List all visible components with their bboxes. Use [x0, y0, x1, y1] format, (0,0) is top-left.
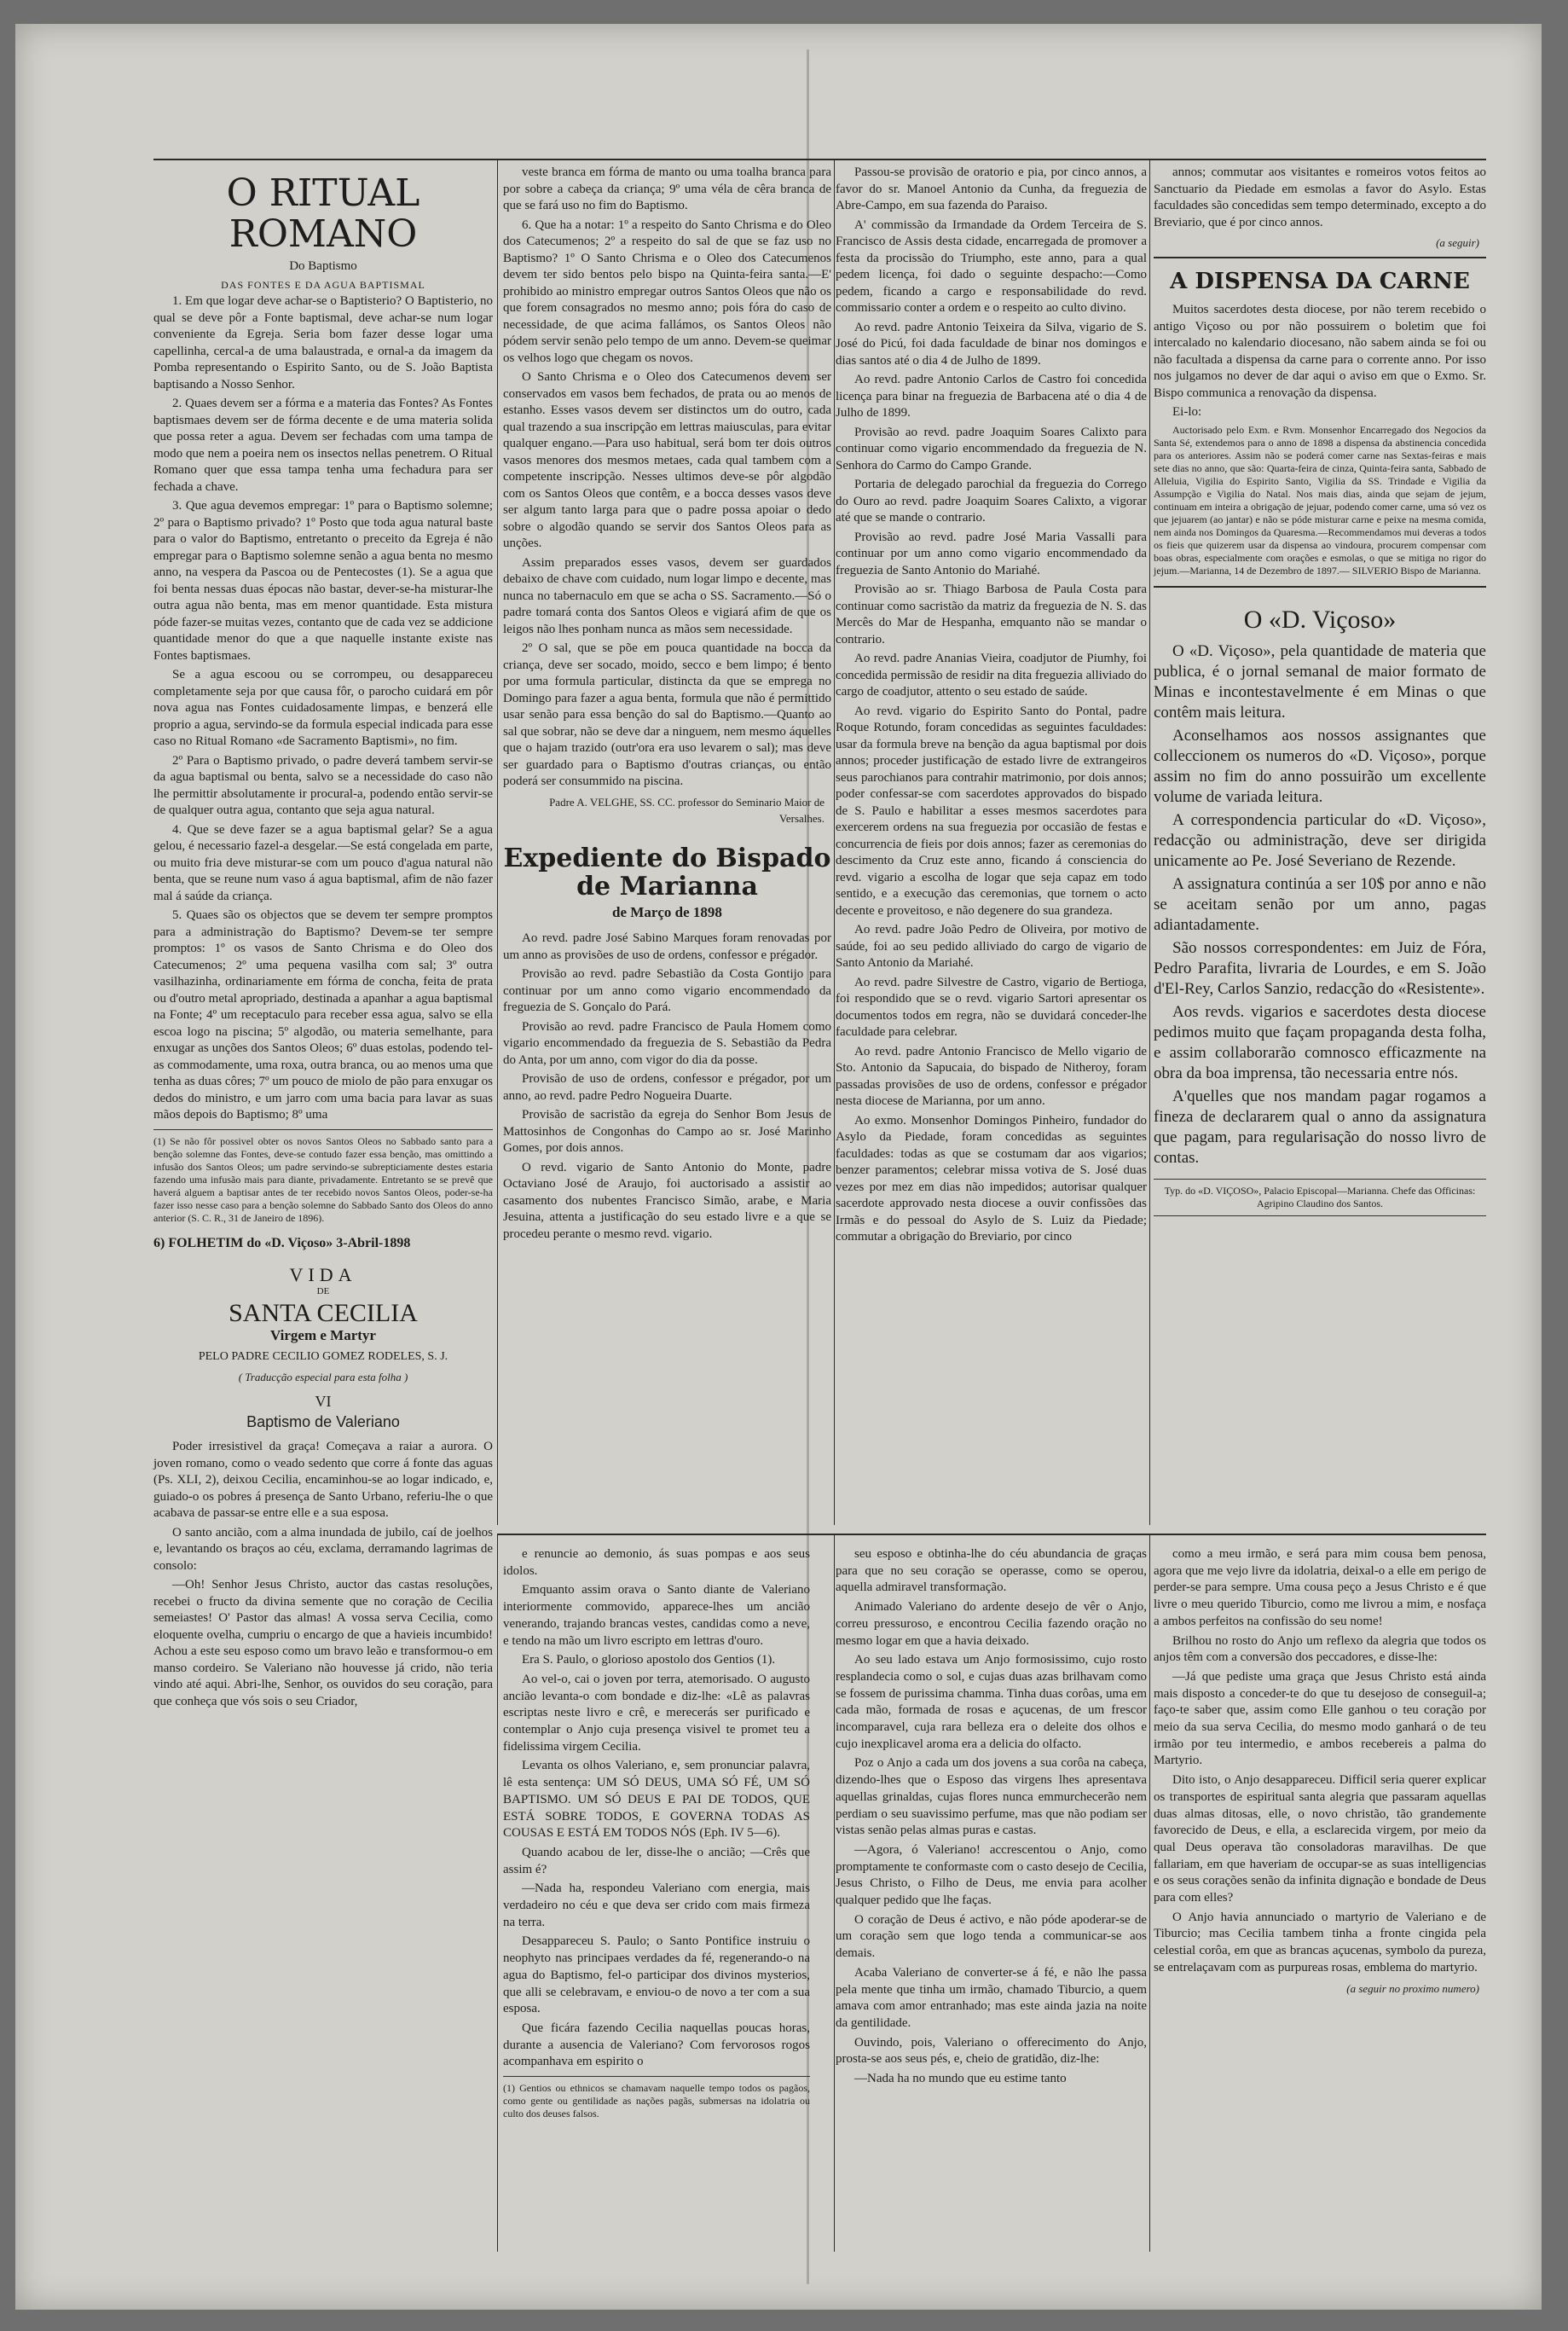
paragraph: Muitos sacerdotes desta diocese, por não terem recebido o antigo Viçoso ou por não possuirem o boletim que foi intercalado no kalendario diocesano, não sabem ainda se foi ou não facultada a dispensa da carne para o corrente anno. Por isso nos julgamos no dever de dar aqui o aviso em que o Exmo. Sr. Bispo communica a renovação da dispensa.: [1154, 303, 1486, 400]
newspaper-page: [15, 24, 1542, 2310]
paragraph: 2º Para o Baptismo privado, o padre deverá tambem servir-se da agua baptismal ou benta, salvo se a necessidade do caso não lhe permittir absolutamente ir procural-a, podendo então servir-se de qualquer outra agua, contanto que seja agua natural.: [153, 753, 493, 817]
story-paragraph: Que ficára fazendo Cecilia naquellas poucas horas, durante a ausencia de Valeriano? Com fervorosos rogos acompanhava em espirito o: [503, 2021, 810, 2069]
paragraph: A' commissão da Irmandade da Ordem Terceira de S. Francisco de Assis desta cidade, encarregada de promover a festa da procissão do Triumpho, este anno, para a qual pedem licença, foi dado o seguinte despacho:—Como pedem, ficando a cargo e responsabilidade do revd. commissario conter a ordem e o respeito ao culto divino.: [836, 217, 1147, 315]
column-separator: [834, 1535, 835, 2252]
story-paragraph: Era S. Paulo, o glorioso apostolo dos Gentios (1).: [522, 1653, 776, 1667]
story-paragraph: Dito isto, o Anjo desappareceu. Difficil seria querer explicar os transportes de espiritual santa alegria que passaram aquellas duas almas ditosas, elle, o novo christão, tão grandemente favorecido de Deus, e ella, a esclarecida virgem, por meio da qual Deus operava tão consoladoras maravilhas. De que fallariam, em que haveriam de occupar-se as suas intelligencias e os seus corações senão da infinita dignação e bondade de Deus para com elles?: [1154, 1773, 1486, 1905]
paragraph: 2. Quaes devem ser a fórma e a materia das Fontes? As Fontes baptismaes devem ser de fórma decente e de uma materia solida que possa reter a agua. Devem ser fechadas com uma tampa de modo que nem a poeira nem os insectos nellas penetrem. O Ritual Romano quer que essa tampa tenha uma fechadura para ser fechada a chave.: [153, 397, 493, 494]
vicoso-paragraph: Aconselhamos aos nossos assignantes que colleccionem os numeros do «D. Viçoso», porque assim no fim do anno possuirão um excellente volume de variada leitura.: [1154, 727, 1486, 806]
article-title: O RITUAL ROMANO: [226, 171, 420, 256]
story-paragraph: e renuncie ao demonio, ás suas pompas e aos seus idolos.: [503, 1547, 810, 1578]
footnote: (1) Gentios ou ethnicos se chamavam naquelle tempo todos os pagãos, como gente ou gentilidade as nações pagãs, submersas na idolatria ou culto dos deuses falsos.: [503, 2076, 810, 2120]
paragraph: Se a agua escoou ou se corrompeu, ou desappareceu completamente seja por que causa fôr, o parocho cuidará em pôr nova agua nas Fontes cuidadosamente limpas, e benzerá elle proprio a agua, servindo-se da formula especial indicada para esse caso no Ritual Romano «de Sacramento Baptismi», no fim.: [153, 668, 493, 748]
story-paragraph: Poder irresistivel da graça! Começava a raiar a aurora. O joven romano, como o veado sedento que corre á fonte das aguas (Ps. XLI, 2), deixou Cecilia, encaminhou-se ao logar indicado, e, guiado-o os pobres á presença de Santo Urbano, referiu-lhe o que acabava de passar-se entre elle e a sua esposa.: [153, 1440, 493, 1520]
story-paragraph: Emquanto assim orava o Santo diante de Valeriano interiormente commovido, apparece-lhes um ancião venerando, trajando brancas vestes, candidas como a neve, e tendo na mão um livro escripto em lettras d'ouro.: [503, 1583, 810, 1648]
paragraph: Ao revd. padre Silvestre de Castro, vigario de Bertioga, foi respondido que se o revd. vigario Sartori apresentar os documentos todos em regra, não se duvidará conceder-lhe faculdade para celebrar.: [836, 975, 1147, 1039]
continue-note: (a seguir no proximo numero): [1346, 1981, 1479, 1995]
paragraph: O revd. vigario de Santo Antonio do Monte, padre Octaviano José de Araujo, foi auctorisado a assistir ao casamento dos nubentes Francisco Simão, arabe, e Maria Jesuina, attenta a justificação do seu estado livre e a que se procedeu perante o mesmo revd. vigario.: [503, 1160, 831, 1241]
de-heading: DE: [316, 1285, 330, 1296]
paragraph: Provisão de sacristão da egreja do Senhor Bom Jesus de Mattosinhos de Congonhas do Campo ao sr. José Marinho Gomes, por dois annos.: [503, 1108, 831, 1155]
story-paragraph: —Oh! Senhor Jesus Christo, auctor das castas resoluções, recebei o fructo da divina semente que no coração de Cecilia semeiastes! O' Pastor das almas! A vossa serva Cecilia, como eloquente ovelha, cumpriu o encargo de que a havieis incumbido! Achou a este seu esposo como um bravo leão e transformou-o em manso cordeiro. Se Valeriano não houvesse já crido, não teria vindo até aqui. Abri-lhe, Senhor, os ouvidos do seu coração, para que conheça que vós sois o seu Criador,: [153, 1578, 493, 1708]
paragraph: Provisão ao sr. Thiago Barbosa de Paula Costa para continuar como sacristão da matriz da freguezia de N. S. das Mercês do Mar de Hespanha, emquanto não se mandar o contrario.: [836, 583, 1147, 647]
paragraph: Ao revd. padre Ananias Vieira, coadjutor de Piumhy, foi concedida permissão de residir na dita freguezia alliviado do cargo de coadjutor, attento o seu estado de saúde.: [836, 652, 1147, 699]
vida-heading: VIDA: [289, 1264, 357, 1285]
story-paragraph: O santo ancião, com a alma inundada de jubilo, caí de joelhos e, levantando os braços ao céu, exclama, derramando lagrimas de consolo:: [153, 1525, 493, 1573]
vicoso-paragraph: A'quelles que nos mandam pagar rogamos a fineza de declararem qual o anno da assignatura que pagam, para regularisação do nosso livro de contas.: [1154, 1087, 1486, 1167]
column-three: [836, 165, 1147, 1249]
paragraph: Ao revd. padre João Pedro de Oliveira, por motivo de saúde, foi ao seu pedido alliviado do cargo de vigario de Santo Antonio da Mariahé.: [836, 923, 1147, 970]
paragraph: 1. Em que logar deve achar-se o Baptisterio? O Baptisterio, no qual se deve pôr a Fonte baptismal, deve achar-se num logar conveniente da Egreja. Seria bom fazer desse logar uma capellinha, cercal-a de uma balaustrada, e ornal-a da imagem da Pomba representando o Espirito Santo, ou de S. João Baptista baptisando a Nosso Senhor.: [153, 294, 493, 391]
seguir-note: (a seguir): [1436, 236, 1479, 249]
folhetim-column-two: [503, 1546, 810, 2120]
paragraph: Provisão ao revd. padre Joaquim Soares Calixto para continuar como vigario encommendado da freguezia de N. Senhora do Carmo do Campo Grande.: [836, 425, 1147, 473]
santa-cecilia-title: SANTA CECILIA: [229, 1299, 418, 1327]
paragraph: 5. Quaes são os objectos que se devem ter sempre promptos para a administração do Baptismo? Devem-se ter sempre promptos: 1º os vasos de Santo Chrisma e do Oleo dos Catecumenos; 2º uma pequena vasilha com sal; 3º outra vasilhazinha, ordinariamente em fórma de concha, feita de prata ou d'outro metal apropriado, destinada a apanhar a agua baptismal na Fonte; 4º um receptaculo para receber essa agua, salvo se ella escoa logo na piscina; 5º algodão, ou materia semelhante, para enxugar as unções dos Santos Oleos; 6º duas estolas, podendo tel-as commodamente, uma roxa, outra branca, ou ao menos uma que tenha as duas côres; 7º um pouco de miolo de pão para enxugar os dedos do ministro, e um jarro com uma bacia para lavar as suas mãos depois do Baptismo; 8º uma: [153, 908, 493, 1122]
article-subtitle: Do Baptismo: [289, 259, 357, 273]
paragraph: annos; commutar aos visitantes e romeiros votos feitos ao Sanctuario da Piedade em esmolas a favor do Asylo. Estas faculdades são concedidas sem tempo determinado, excepto a do Breviario, que é por cinco annos.: [1154, 165, 1486, 229]
column-separator: [834, 160, 835, 1525]
paragraph: Portaria de delegado parochial da freguezia do Corrego do Ouro ao revd. padre Joaquim Soares Calixto, a vigorar até que se mande o contrario.: [836, 478, 1147, 525]
story-paragraph: —Já que pediste uma graça que Jesus Christo está ainda mais disposto a conceder-te do que tu desejoso de conseguil-a; faço-te saber que, assim como Elle ganhou o teu coração por meio da sua serva Cecilia, do mesmo modo ganhará o de teu irmão por teu intermedio, e ambos recebereis a palma do Martyrio.: [1154, 1669, 1486, 1768]
paragraph: O Santo Chrisma e o Oleo dos Catecumenos devem ser conservados em vasos bem fechados, de prata ou ao menos de estanho. Esses vasos devem ser distinctos um do outro, cada qual trazendo a sua inscripção em lettras maiusculas, para evitar qualquer engano.—Para uso habitual, será bom ter dois outros vasos menores dos mesmos metaes, cada qual tambem com a competente inscripção. Nesses ultimos deve-se pôr algodão com os Santos Oleos que contêm, e a bocca desses vasos deve ser algum tanto larga para que o padre possa apoiar o dedo sobre o algodão quando se servir dos Santos Oleos para as unções.: [503, 370, 831, 550]
column-ritual-romano: [153, 165, 493, 1713]
story-paragraph: O Anjo havia annunciado o martyrio de Valeriano e de Tiburcio; mas Cecilia tambem tinha a fronte cingida pela celestial corôa, em que as brancas açucenas, symbolo da pureza, se entrelaçavam com as purpureas rosas, emblema do martyrio.: [1154, 1910, 1486, 1974]
author-line: PELO PADRE CECILIO GOMEZ RODELES, S. J.: [198, 1350, 448, 1363]
story-paragraph: —Nada ha no mundo que eu estime tanto: [854, 2072, 1067, 2086]
story-paragraph: Quando acabou de ler, disse-lhe o ancião; —Crês que assim é?: [503, 1845, 810, 1876]
story-paragraph: Animado Valeriano do ardente desejo de vêr o Anjo, correu pressuroso, e encontrou Cecilia fazendo oração no mesmo logar em que a havia deixado.: [836, 1600, 1147, 1648]
folhetim-header: 6) FOLHETIM do «D. Viçoso» 3-Abril-1898: [153, 1235, 411, 1250]
expediente-title: Expediente do Bispado de Marianna: [503, 843, 831, 902]
story-paragraph: Ouvindo, pois, Valeriano o offerecimento do Anjo, prosta-se aos seus pés, e, cheio de gratidão, diz-lhe:: [836, 2035, 1147, 2067]
column-separator: [1149, 160, 1150, 1525]
dispensa-title: A DISPENSA DA CARNE: [1170, 268, 1470, 294]
story-paragraph: Levanta os olhos Valeriano, e, sem pronunciar palavra, lê esta sentença: UM SÓ DEUS, UMA SÓ FÉ, UM SÓ BAPTISMO. UM SÓ DEUS E PAI DE TODOS, QUE ESTÁ SOBRE TODOS, E GOVERNA TODAS AS COUSAS E ESTÁ EM TODOS NÓS (Eph. IV 5—6).: [503, 1759, 810, 1841]
paragraph: 6. Que ha a notar: 1º a respeito do Santo Chrisma e do Oleo dos Catecumenos; 2º a respeito do sal de que se faz uso no Baptismo? 1º O Santo Chrisma e o Oleo dos Catecumenos devem ter sido bentos pelo bispo na Quinta-feira santa.—E' prohibido ao ministro empregar outros Santos Oleos que não os que forem consagrados no mesmo anno; pois fóra do caso de necessidade, de que acima fallámos, os Santos Oleos não pódem servir senão pelo tempo de um anno. Devem-se queimar os velhos logo que chegam os novos.: [503, 217, 831, 365]
paragraph: Provisão ao revd. padre Francisco de Paula Homem como vigario encommendado da freguezia de S. Sebastião da Pedra do Anta, por um anno, com vigor do dia da posse.: [503, 1019, 831, 1067]
story-paragraph: O coração de Deus é activo, e não póde apoderar-se de um coração sem que logo tenda a communicar-se aos demais.: [836, 1912, 1147, 1961]
paragraph: Ei-lo:: [1172, 405, 1202, 419]
paragraph: Ao revd. vigario do Espirito Santo do Pontal, padre Roque Rotundo, foram concedidas as seguintes faculdades: usar da formula breve na benção da agua baptismal por dois annos; proceder justificação de estado livre de extrangeiros seus parochianos para contrahir matrimonio, por dois annos; poder confessar-se com sacerdotes approvados do bispado de S. Paulo e habilitar a esses mesmos sacerdotes para exercerem ordens na sua freguezia por occasião de festas e concurrencia de fieis por dois annos; fazer as ceremonias do descimento da Cruz este anno, ficando á consciencia do revd. vigario a escolha de logar que seja capaz em todo sentido, e a execução das ceremonias, que tornem o acto decente e proveitoso, e não degenere do sua grandeza.: [836, 704, 1147, 918]
paragraph: Assim preparados esses vasos, devem ser guardados debaixo de chave com cuidado, num logar limpo e decente, mas nunca no tabernaculo em que se acha o SS. Sacramento.—Só o padre tomará conta dos Santos Oleos e vigiará afim de que os leigos não lhes ponham nunca as mãos sem necessidade.: [503, 555, 831, 636]
paragraph: Provisão ao revd. padre Sebastião da Costa Gontijo para continuar por um anno como vigario encommendado da freguezia de S. Gonçalo do Pará.: [503, 967, 831, 1014]
story-paragraph: Desappareceu S. Paulo; o Santo Pontifice instruiu o neophyto nas principaes verdades da fé, regenerando-o na agua do Baptismo, fel-o participar dos divinos mysterios, que alli se celebravam, e enviou-o de novo a ter com a sua esposa.: [503, 1934, 810, 2016]
story-paragraph: Ao seu lado estava um Anjo formosissimo, cujo rosto resplandecia como o sol, e cujas duas azas brilhavam como se fossem de purissima chamma. Tinha duas corôas, uma em cada mão, formada de rosas e açucenas, de um frescor incomparavel, cuja rara belleza era o deleite dos olhos e cujo inexplicavel aroma era a delicia do olfacto.: [836, 1653, 1147, 1751]
signature: Padre A. VELGHE, SS. CC. professor do Seminario Maior de Versalhes.: [549, 795, 825, 825]
paragraph: Ao revd. padre Antonio Francisco de Mello vigario de Sto. Antonio da Sapucaia, do bispado de Nitheroy, foram passadas provisões de uso de ordens, confessor e prégador nesta diocese de Marianna, por um anno.: [836, 1044, 1147, 1108]
translation-note: ( Traducção especial para esta folha ): [238, 1370, 408, 1383]
folhetim-column-four: [1154, 1546, 1486, 2002]
paragraph: Ao exmo. Monsenhor Domingos Pinheiro, fundador do Asylo da Piedade, foram concedidas as seguintes faculdades: todas as que se costumam dar aos vigarios; benzer paramentos; celebrar missa votiva de S. José duas vezes por mez em dias não impedidos; autorisar qualquer sacerdote approvado nesta diocese a ouvir confissões das Irmãs e do pessoal do Asylo de S. Luiz da Piedade; commutar a obrigação do Breviario, por cinco: [836, 1113, 1147, 1244]
middle-rule: [497, 1534, 1486, 1535]
paragraph: Provisão ao revd. padre José Maria Vassalli para continuar por um anno como vigario encommendado da freguezia de Santo Antonio do Mariahé.: [836, 530, 1147, 577]
paragraph: Ao revd. padre Antonio Carlos de Castro foi concedida licença para binar na freguezia de Barbacena até o dia 4 de Julho de 1899.: [836, 373, 1147, 420]
vicoso-paragraph: A assignatura continúa a ser 10$ por anno e não se aceitam senão por um anno, pagas adiantadamente.: [1154, 875, 1486, 934]
story-paragraph: como a meu irmão, e será para mim cousa bem penosa, agora que me vejo livre da idolatria, deixal-o a elle em perigo de perder-se para sempre. Uma cousa peço a Jesus Christo e é que livre o meu querido Tiburcio, como me livrou a mim, e nosfaça a ambos perfeitos na confissão do seu nome!: [1154, 1547, 1486, 1628]
paragraph: Provisão de uso de ordens, confessor e prégador, por um anno, ao revd. padre Pedro Nogueira Duarte.: [503, 1072, 831, 1103]
virgem-martyr: Virgem e Martyr: [270, 1326, 376, 1343]
footnote: (1) Se não fôr possivel obter os novos Santos Oleos no Sabbado santo para a benção solemne das Fontes, deve-se contudo fazer essa benção, mas omittindo a infusão dos Santos Oleos; um padre servindo-se subrepticiamente destes estaria fazendo uma infusão mais para diante, privadamente. Entretanto se se prevê que haverá alguem a baptisar antes de ter recebido novos Santos Oleos, poder-se-ha fazer isso nesse caso para a benção solemne do Sabbado Santo dos Oleos do anno anterior (S. C. R., 31 de Janeiro de 1896).: [153, 1129, 493, 1225]
paragraph: 3. Que agua devemos empregar: 1º para o Baptismo solemne; 2º para o Baptismo privado? 1º Posto que toda agua natural baste para o valor do Baptismo, entretanto o preceito da Egreja é não empregar para o Baptismo solemne senão a agua benta no mesmo anno, na vespera da Pascoa ou de Pentecostes (1). Se a agua que foi benta nessas duas épocas não bastar, dever-se-ha misturar-lhe outra agua não benta, mas em menor quantidade. Esta mistura póde fazer-se muitas vezes, contanto que de cada vez se addicione quantidade menor do que a que naquelle instante existe nas Fontes baptismaes.: [153, 499, 493, 663]
vicoso-paragraph: O «D. Viçoso», pela quantidade de materia que publica, é o jornal semanal de maior formato de Minas e incontestavelmente é em Minas o que contêm mais leitura.: [1154, 642, 1486, 722]
column-separator: [497, 160, 498, 1525]
section-rule: [1154, 586, 1486, 588]
paragraph: 2º O sal, que se põe em pouca quantidade na bocca da criança, deve ser socado, moido, secco e bem limpo; é bento por uma formula particular, distincta da que se emprega no Domingo para fazer a agua benta, formula que não é permittido usar senão para essa benção do sal do Baptismo.—Quanto ao sal que sobrar, não se deve dar a ninguem, nem mesmo áquelles que o hajam trazido (outr'ora era uso levarem o sal); mas deve ser guardado para o Baptismo d'outras crianças, ou então poderá ser consummido na piscina.: [503, 641, 831, 788]
chapter-title: Baptismo de Valeriano: [246, 1412, 400, 1430]
paragraph: Passou-se provisão de oratorio e pia, por cinco annos, a favor do sr. Manoel Antonio da Cunha, da freguezia de Abre-Campo, em sua fazenda do Paraiso.: [836, 165, 1147, 212]
column-two: [503, 165, 831, 1245]
section-heading: DAS FONTES E DA AGUA BAPTISMAL: [221, 278, 425, 291]
story-paragraph: Poz o Anjo a cada um dos jovens a sua corôa na cabeça, dizendo-lhes que o Esposo das virgens lhes apresentava aquellas grinaldas, cujas flores nunca emmurchecerão nem perdiam o seu suavissimo perfume, mas que não podiam ser vistas senão pelas almas puras e castas.: [836, 1756, 1147, 1838]
column-separator: [497, 1535, 498, 2252]
imprint: Typ. do «D. VIÇOSO», Palacio Episcopal—Marianna. Chefe das Officinas: Agripino Claudino dos Santos.: [1154, 1179, 1486, 1216]
story-paragraph: Brilhou no rosto do Anjo um reflexo da alegria que todos os anjos têm com a conversão dos peccadores, e disse-lhe:: [1154, 1633, 1486, 1665]
vicoso-paragraph: Aos revds. vigarios e sacerdotes desta diocese pedimos muito que façam propaganda desta folha, e assim collaborarão comnosco efficazmente na obra da boa imprensa, tão necessaria entre nós.: [1154, 1003, 1486, 1082]
expediente-date: de Março de 1898: [612, 903, 722, 920]
story-paragraph: seu esposo e obtinha-lhe do céu abundancia de graças para que no seu coração se operasse, como se operou, aquella admiravel transformação.: [836, 1547, 1147, 1595]
section-rule: [1154, 257, 1486, 258]
folhetim-column-three: [836, 1546, 1147, 2090]
vicoso-paragraph: A correspondencia particular do «D. Viçoso», redacção ou administração, deve ser dirigida unicamente ao Pe. José Severiano de Rezende.: [1154, 811, 1486, 870]
vicoso-paragraph: São nossos correspondentes: em Juiz de Fóra, Pedro Parafita, livraria de Lourdes, e em S. João d'El-Rey, Carlos Sanzio, redacção do «Resistente».: [1154, 939, 1486, 998]
story-paragraph: Ao vel-o, cai o joven por terra, atemorisado. O augusto ancião levanta-o com bondade e diz-lhe: «Lê as palavras escriptas neste livro e crê, e merecerás ser purificado e contemplar o Anjo cuja presença visivel te promet teu a fidelissima virgem Cecilia.: [503, 1672, 810, 1754]
chapter-number: VI: [315, 1393, 332, 1410]
paragraph: Ao revd. padre José Sabino Marques foram renovadas por um anno as provisões de uso de ordens, confessor e prégador.: [503, 931, 831, 962]
story-paragraph: Acaba Valeriano de converter-se á fé, e não lhe passa pela mente que tinha um irmão, chamado Tiburcio, a quem amava com amor entranhado; mas este ainda jazia na noite da gentilidade.: [836, 1965, 1147, 2030]
paragraph: Ao revd. padre Antonio Teixeira da Silva, vigario de S. José do Picú, foi dada faculdade de binar nos domingos e dias santos até o dia 4 de Julho de 1899.: [836, 320, 1147, 368]
paragraph: veste branca em fórma de manto ou uma toalha branca para por sobre a cabeça da criança; 9º uma véla de cêra branca de que se fará uso no fim do Baptismo.: [503, 165, 831, 212]
story-paragraph: —Nada ha, respondeu Valeriano com energia, mais verdadeiro no céu e que deva ser crido com mais firmeza na terra.: [503, 1882, 810, 1929]
aviso-text: Auctorisado pelo Exm. e Rvm. Monsenhor Encarregado dos Negocios da Santa Sé, extendemos para o anno de 1898 a dispensa da abstinencia concedida para os anteriores. Assim não se poderá comer carne nas Sextas-feiras e mais sete dias no anno, que são: Quarta-feira de cinza, Quinta-feira santa, Sabbado de Alleluia, Vigilia do Espirito Santo, Vigilia da SS. Trindade e Vigilia da Assumpção e Vigilia do Natal. Nos mais dias, ainda que sejam de jejum, continuam em inteira a obrigação de jejuar, podendo comer carne, uma só vez os que jejuarem (ao jantar) e não se póde misturar carne e peixe na mesma comida, nem ainda nos Domingos da Quaresma.—Recommendamos mui deveras a todos os fieis que quizerem usar da dispensa ao vindoura, procurem compensar com boas obras, especialmente com orações e esmolas, o que se mitiga no rigor do jejum.—Marianna, 14 de Dezembro de 1897.— SILVERIO Bispo de Marianna.: [1154, 423, 1486, 577]
top-rule: [153, 159, 1486, 160]
paragraph: 4. Que se deve fazer se a agua baptismal gelar? Se a agua gelou, é necessario fazel-a desgelar.—Se está congelada em parte, ou muito fria deve misturar-se com um pouco d'agua natural não benta, que se reune num vaso á agua baptismal, afim de não fazer mal á saúde da criança.: [153, 822, 493, 903]
column-four: [1154, 165, 1486, 1216]
story-paragraph: —Agora, ó Valeriano! accrescentou o Anjo, como promptamente te conformaste com o casto desejo de Cecilia, Jesus Christo, o Filho de Deus, me envia para acolher qualquer pedido que lhe faças.: [836, 1842, 1147, 1908]
vicoso-title: O «D. Viçoso»: [1243, 605, 1397, 634]
column-separator: [1149, 1535, 1150, 2252]
